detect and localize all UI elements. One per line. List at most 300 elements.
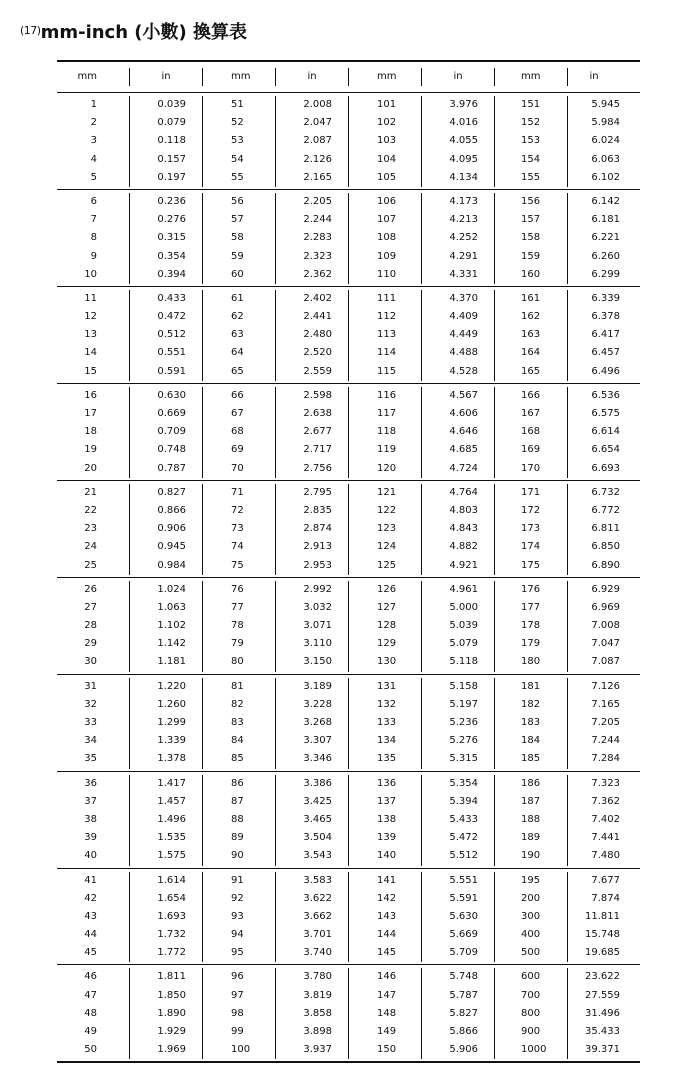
inch-value: 15.748 bbox=[585, 929, 620, 941]
mm-value: 132 bbox=[377, 698, 397, 710]
mm-value: 113 bbox=[377, 329, 397, 341]
row-block bbox=[57, 578, 640, 675]
mm-value: 21 bbox=[84, 486, 97, 498]
mm-value: 6 bbox=[90, 195, 97, 207]
mm-value: 400 bbox=[521, 929, 541, 941]
mm-value: 179 bbox=[521, 638, 541, 650]
header-in: in bbox=[129, 68, 202, 86]
mm-column bbox=[203, 872, 275, 963]
inch-value: 0.236 bbox=[157, 195, 186, 207]
mm-value: 20 bbox=[84, 462, 97, 474]
inch-value: 4.685 bbox=[449, 444, 478, 456]
column-group bbox=[348, 484, 494, 575]
mm-value: 106 bbox=[377, 195, 397, 207]
mm-value: 105 bbox=[377, 171, 397, 183]
inch-value: 4.055 bbox=[449, 135, 478, 147]
inch-value: 6.299 bbox=[591, 268, 620, 280]
mm-value: 5 bbox=[90, 171, 97, 183]
mm-value: 70 bbox=[231, 462, 244, 474]
inch-value: 1.850 bbox=[157, 989, 186, 1001]
mm-value: 152 bbox=[521, 117, 541, 129]
mm-value: 15 bbox=[84, 365, 97, 377]
inch-value: 0.039 bbox=[157, 99, 186, 110]
mm-value: 30 bbox=[84, 656, 97, 668]
mm-value: 118 bbox=[377, 426, 397, 438]
column-group bbox=[57, 96, 202, 187]
inch-value: 3.268 bbox=[303, 717, 332, 728]
mm-value: 151 bbox=[521, 99, 541, 110]
inch-value: 5.551 bbox=[449, 874, 478, 886]
mm-value: 195 bbox=[521, 874, 541, 886]
inch-value: 4.331 bbox=[449, 268, 478, 280]
inch-value: 6.260 bbox=[591, 250, 620, 262]
mm-value: 122 bbox=[377, 504, 397, 516]
column-group bbox=[202, 193, 348, 284]
mm-value: 153 bbox=[521, 135, 541, 147]
mm-value: 126 bbox=[377, 583, 397, 595]
inch-value: 6.929 bbox=[591, 583, 620, 595]
inch-value: 2.992 bbox=[303, 583, 332, 595]
inch-value: 2.205 bbox=[303, 195, 332, 207]
inch-value: 6.850 bbox=[591, 541, 620, 553]
mm-value: 78 bbox=[231, 620, 244, 632]
inch-value: 6.811 bbox=[591, 523, 620, 535]
mm-value: 123 bbox=[377, 523, 397, 535]
column-group bbox=[494, 290, 640, 381]
mm-value: 114 bbox=[377, 347, 397, 359]
mm-value: 182 bbox=[521, 698, 541, 710]
inch-value: 7.441 bbox=[591, 832, 620, 844]
table-body bbox=[57, 93, 640, 1063]
mm-value: 166 bbox=[521, 389, 541, 401]
inch-value: 2.677 bbox=[303, 426, 332, 438]
column-group bbox=[202, 872, 348, 963]
mm-value: 155 bbox=[521, 171, 541, 183]
header-group bbox=[348, 68, 494, 86]
inch-value: 1.654 bbox=[157, 892, 186, 904]
mm-value: 116 bbox=[377, 389, 397, 401]
mm-value: 131 bbox=[377, 680, 397, 692]
mm-value: 41 bbox=[84, 874, 97, 886]
mm-column bbox=[349, 484, 421, 575]
inch-value: 4.370 bbox=[449, 292, 478, 304]
header-in: in bbox=[421, 68, 494, 86]
row-block bbox=[57, 869, 640, 966]
inch-column bbox=[129, 96, 202, 187]
inch-column bbox=[275, 484, 348, 575]
mm-column bbox=[349, 872, 421, 963]
mm-value: 94 bbox=[231, 929, 244, 941]
mm-value: 171 bbox=[521, 486, 541, 498]
row-block bbox=[57, 481, 640, 578]
mm-value: 28 bbox=[84, 620, 97, 632]
mm-column bbox=[57, 290, 129, 381]
header-mm: mm bbox=[377, 70, 397, 82]
inch-value: 7.362 bbox=[591, 795, 620, 807]
mm-value: 22 bbox=[84, 504, 97, 516]
inch-value: 6.181 bbox=[591, 214, 620, 226]
inch-column bbox=[421, 872, 494, 963]
mm-value: 185 bbox=[521, 753, 541, 765]
mm-value: 141 bbox=[377, 874, 397, 886]
mm-column bbox=[57, 193, 129, 284]
inch-value: 0.709 bbox=[157, 426, 186, 438]
mm-value: 101 bbox=[377, 99, 397, 110]
inch-value: 4.567 bbox=[449, 389, 478, 401]
inch-value: 4.095 bbox=[449, 153, 478, 165]
inch-value: 1.142 bbox=[157, 638, 186, 650]
mm-value: 178 bbox=[521, 620, 541, 632]
header-in: in bbox=[567, 68, 640, 86]
mm-value: 10 bbox=[84, 268, 97, 280]
inch-column bbox=[421, 581, 494, 672]
mm-value: 121 bbox=[377, 486, 397, 498]
inch-value: 0.984 bbox=[157, 559, 186, 571]
mm-column bbox=[349, 968, 421, 1059]
inch-value: 6.142 bbox=[591, 195, 620, 207]
inch-value: 6.654 bbox=[591, 444, 620, 456]
column-group bbox=[57, 581, 202, 672]
mm-value: 33 bbox=[84, 717, 97, 728]
inch-value: 3.662 bbox=[303, 910, 332, 922]
mm-value: 137 bbox=[377, 795, 397, 807]
inch-column bbox=[421, 678, 494, 769]
row-block bbox=[57, 675, 640, 772]
mm-value: 167 bbox=[521, 408, 541, 419]
inch-value: 4.921 bbox=[449, 559, 478, 571]
mm-value: 102 bbox=[377, 117, 397, 129]
mm-value: 98 bbox=[231, 1007, 244, 1019]
column-group bbox=[202, 581, 348, 672]
mm-value: 24 bbox=[84, 541, 97, 553]
mm-value: 12 bbox=[84, 311, 97, 323]
column-group bbox=[202, 775, 348, 866]
mm-value: 64 bbox=[231, 347, 244, 359]
inch-value: 4.488 bbox=[449, 347, 478, 359]
mm-value: 59 bbox=[231, 250, 244, 262]
mm-value: 60 bbox=[231, 268, 244, 280]
inch-value: 11.811 bbox=[585, 910, 620, 922]
mm-column bbox=[57, 387, 129, 478]
mm-value: 103 bbox=[377, 135, 397, 147]
inch-value: 4.724 bbox=[449, 462, 478, 474]
mm-value: 55 bbox=[231, 171, 244, 183]
inch-value: 1.496 bbox=[157, 813, 186, 825]
inch-value: 1.378 bbox=[157, 753, 186, 765]
inch-value: 1.969 bbox=[157, 1044, 186, 1056]
inch-column bbox=[421, 387, 494, 478]
inch-value: 2.913 bbox=[303, 541, 332, 553]
inch-value: 3.819 bbox=[303, 989, 332, 1001]
inch-value: 0.945 bbox=[157, 541, 186, 553]
inch-value: 7.244 bbox=[591, 735, 620, 747]
inch-value: 3.504 bbox=[303, 832, 332, 844]
mm-value: 158 bbox=[521, 232, 541, 244]
inch-value: 3.543 bbox=[303, 850, 332, 862]
conversion-table bbox=[57, 60, 640, 1063]
table-header bbox=[57, 62, 640, 93]
mm-value: 18 bbox=[84, 426, 97, 438]
row-block bbox=[57, 384, 640, 481]
inch-column bbox=[275, 872, 348, 963]
mm-value: 75 bbox=[231, 559, 244, 571]
mm-value: 63 bbox=[231, 329, 244, 341]
inch-value: 3.228 bbox=[303, 698, 332, 710]
mm-column bbox=[349, 290, 421, 381]
column-group bbox=[202, 968, 348, 1059]
inch-value: 3.858 bbox=[303, 1007, 332, 1019]
mm-column bbox=[203, 290, 275, 381]
mm-value: 147 bbox=[377, 989, 397, 1001]
mm-value: 52 bbox=[231, 117, 244, 129]
column-group bbox=[57, 968, 202, 1059]
inch-value: 0.276 bbox=[157, 214, 186, 226]
mm-value: 83 bbox=[231, 717, 244, 728]
header-mm: mm bbox=[521, 70, 541, 82]
mm-value: 149 bbox=[377, 1026, 397, 1037]
inch-value: 6.575 bbox=[591, 408, 620, 419]
inch-value: 4.606 bbox=[449, 408, 478, 419]
inch-value: 0.787 bbox=[157, 462, 186, 474]
mm-value: 45 bbox=[84, 947, 97, 959]
mm-value: 71 bbox=[231, 486, 244, 498]
inch-value: 6.378 bbox=[591, 311, 620, 323]
column-group bbox=[348, 96, 494, 187]
inch-value: 1.811 bbox=[157, 971, 186, 983]
mm-value: 2 bbox=[90, 117, 97, 129]
inch-value: 7.126 bbox=[591, 680, 620, 692]
mm-value: 97 bbox=[231, 989, 244, 1001]
mm-column bbox=[495, 96, 567, 187]
mm-column bbox=[495, 290, 567, 381]
inch-column bbox=[275, 775, 348, 866]
mm-value: 17 bbox=[84, 408, 97, 419]
mm-value: 37 bbox=[84, 795, 97, 807]
mm-value: 51 bbox=[231, 99, 244, 110]
mm-value: 115 bbox=[377, 365, 397, 377]
mm-value: 139 bbox=[377, 832, 397, 844]
inch-value: 0.157 bbox=[157, 153, 186, 165]
mm-value: 57 bbox=[231, 214, 244, 226]
inch-column bbox=[421, 96, 494, 187]
mm-value: 4 bbox=[90, 153, 97, 165]
inch-value: 2.441 bbox=[303, 311, 332, 323]
inch-value: 3.740 bbox=[303, 947, 332, 959]
inch-value: 6.732 bbox=[591, 486, 620, 498]
inch-value: 4.528 bbox=[449, 365, 478, 377]
inch-value: 31.496 bbox=[585, 1007, 620, 1019]
column-group bbox=[348, 581, 494, 672]
inch-column bbox=[421, 290, 494, 381]
mm-column bbox=[495, 387, 567, 478]
inch-value: 5.591 bbox=[449, 892, 478, 904]
inch-value: 5.512 bbox=[449, 850, 478, 862]
mm-value: 187 bbox=[521, 795, 541, 807]
inch-value: 3.898 bbox=[303, 1026, 332, 1037]
column-group bbox=[494, 96, 640, 187]
column-group bbox=[348, 968, 494, 1059]
mm-value: 156 bbox=[521, 195, 541, 207]
mm-value: 54 bbox=[231, 153, 244, 165]
mm-value: 189 bbox=[521, 832, 541, 844]
mm-value: 128 bbox=[377, 620, 397, 632]
inch-value: 7.402 bbox=[591, 813, 620, 825]
inch-value: 2.638 bbox=[303, 408, 332, 419]
inch-value: 1.614 bbox=[157, 874, 186, 886]
mm-value: 188 bbox=[521, 813, 541, 825]
table-title bbox=[20, 18, 247, 48]
inch-value: 6.024 bbox=[591, 135, 620, 147]
mm-value: 26 bbox=[84, 583, 97, 595]
inch-value: 4.843 bbox=[449, 523, 478, 535]
column-group bbox=[202, 678, 348, 769]
mm-value: 100 bbox=[231, 1044, 251, 1056]
inch-value: 0.512 bbox=[157, 329, 186, 341]
inch-value: 4.764 bbox=[449, 486, 478, 498]
mm-value: 40 bbox=[84, 850, 97, 862]
mm-value: 133 bbox=[377, 717, 397, 728]
inch-value: 5.748 bbox=[449, 971, 478, 983]
mm-value: 169 bbox=[521, 444, 541, 456]
mm-value: 170 bbox=[521, 462, 541, 474]
table-number: (17) bbox=[20, 24, 41, 37]
mm-value: 900 bbox=[521, 1026, 541, 1037]
mm-value: 32 bbox=[84, 698, 97, 710]
mm-value: 300 bbox=[521, 910, 541, 922]
header-group bbox=[494, 68, 640, 86]
mm-value: 56 bbox=[231, 195, 244, 207]
mm-value: 180 bbox=[521, 656, 541, 668]
mm-value: 47 bbox=[84, 989, 97, 1001]
mm-value: 1 bbox=[90, 99, 97, 110]
mm-value: 148 bbox=[377, 1007, 397, 1019]
inch-value: 2.480 bbox=[303, 329, 332, 341]
inch-value: 1.929 bbox=[157, 1026, 186, 1037]
inch-value: 6.496 bbox=[591, 365, 620, 377]
mm-column bbox=[495, 872, 567, 963]
inch-value: 6.417 bbox=[591, 329, 620, 341]
column-group bbox=[57, 775, 202, 866]
mm-value: 43 bbox=[84, 910, 97, 922]
inch-value: 1.457 bbox=[157, 795, 186, 807]
mm-value: 74 bbox=[231, 541, 244, 553]
inch-column bbox=[129, 872, 202, 963]
mm-value: 110 bbox=[377, 268, 397, 280]
inch-column bbox=[275, 678, 348, 769]
inch-value: 7.087 bbox=[591, 656, 620, 668]
mm-column bbox=[57, 872, 129, 963]
mm-value: 7 bbox=[90, 214, 97, 226]
header-mm: mm bbox=[231, 70, 251, 82]
inch-column bbox=[275, 581, 348, 672]
inch-value: 2.717 bbox=[303, 444, 332, 456]
mm-value: 95 bbox=[231, 947, 244, 959]
mm-column bbox=[203, 484, 275, 575]
inch-value: 6.102 bbox=[591, 171, 620, 183]
mm-value: 107 bbox=[377, 214, 397, 226]
inch-value: 1.220 bbox=[157, 680, 186, 692]
inch-value: 1.024 bbox=[157, 583, 186, 595]
column-group bbox=[348, 290, 494, 381]
column-group bbox=[57, 484, 202, 575]
inch-value: 3.937 bbox=[303, 1044, 332, 1056]
inch-value: 5.354 bbox=[449, 777, 478, 789]
inch-column bbox=[567, 968, 640, 1059]
inch-value: 3.307 bbox=[303, 735, 332, 747]
inch-value: 2.008 bbox=[303, 99, 332, 110]
inch-value: 1.693 bbox=[157, 910, 186, 922]
mm-value: 161 bbox=[521, 292, 541, 304]
inch-column bbox=[129, 484, 202, 575]
header-mm: mm bbox=[77, 70, 97, 82]
inch-value: 3.386 bbox=[303, 777, 332, 789]
mm-value: 49 bbox=[84, 1026, 97, 1037]
mm-value: 34 bbox=[84, 735, 97, 747]
column-group bbox=[494, 193, 640, 284]
column-group bbox=[348, 387, 494, 478]
mm-value: 72 bbox=[231, 504, 244, 516]
mm-value: 50 bbox=[84, 1044, 97, 1056]
column-group bbox=[57, 193, 202, 284]
mm-value: 181 bbox=[521, 680, 541, 692]
mm-column bbox=[203, 968, 275, 1059]
inch-value: 2.598 bbox=[303, 389, 332, 401]
mm-value: 112 bbox=[377, 311, 397, 323]
inch-value: 2.795 bbox=[303, 486, 332, 498]
mm-value: 66 bbox=[231, 389, 244, 401]
mm-value: 176 bbox=[521, 583, 541, 595]
inch-value: 2.244 bbox=[303, 214, 332, 226]
inch-value: 3.189 bbox=[303, 680, 332, 692]
inch-value: 0.906 bbox=[157, 523, 186, 535]
inch-column bbox=[275, 968, 348, 1059]
mm-value: 27 bbox=[84, 601, 97, 613]
inch-value: 1.102 bbox=[157, 620, 186, 632]
inch-column bbox=[567, 775, 640, 866]
mm-value: 120 bbox=[377, 462, 397, 474]
mm-value: 124 bbox=[377, 541, 397, 553]
mm-value: 164 bbox=[521, 347, 541, 359]
inch-value: 6.339 bbox=[591, 292, 620, 304]
column-group bbox=[57, 290, 202, 381]
inch-value: 2.520 bbox=[303, 347, 332, 359]
inch-value: 2.283 bbox=[303, 232, 332, 244]
inch-value: 6.772 bbox=[591, 504, 620, 516]
mm-column bbox=[57, 678, 129, 769]
inch-value: 3.032 bbox=[303, 601, 332, 613]
mm-value: 90 bbox=[231, 850, 244, 862]
inch-column bbox=[421, 775, 494, 866]
inch-value: 7.008 bbox=[591, 620, 620, 632]
inch-value: 2.874 bbox=[303, 523, 332, 535]
mm-value: 61 bbox=[231, 292, 244, 304]
row-block bbox=[57, 772, 640, 869]
inch-value: 2.362 bbox=[303, 268, 332, 280]
mm-value: 143 bbox=[377, 910, 397, 922]
mm-value: 200 bbox=[521, 892, 541, 904]
inch-column bbox=[129, 387, 202, 478]
inch-value: 1.575 bbox=[157, 850, 186, 862]
inch-value: 1.732 bbox=[157, 929, 186, 941]
inch-value: 2.126 bbox=[303, 153, 332, 165]
mm-value: 81 bbox=[231, 680, 244, 692]
inch-value: 4.173 bbox=[449, 195, 478, 207]
mm-value: 154 bbox=[521, 153, 541, 165]
mm-column bbox=[203, 678, 275, 769]
mm-value: 88 bbox=[231, 813, 244, 825]
mm-value: 186 bbox=[521, 777, 541, 789]
mm-column bbox=[495, 484, 567, 575]
